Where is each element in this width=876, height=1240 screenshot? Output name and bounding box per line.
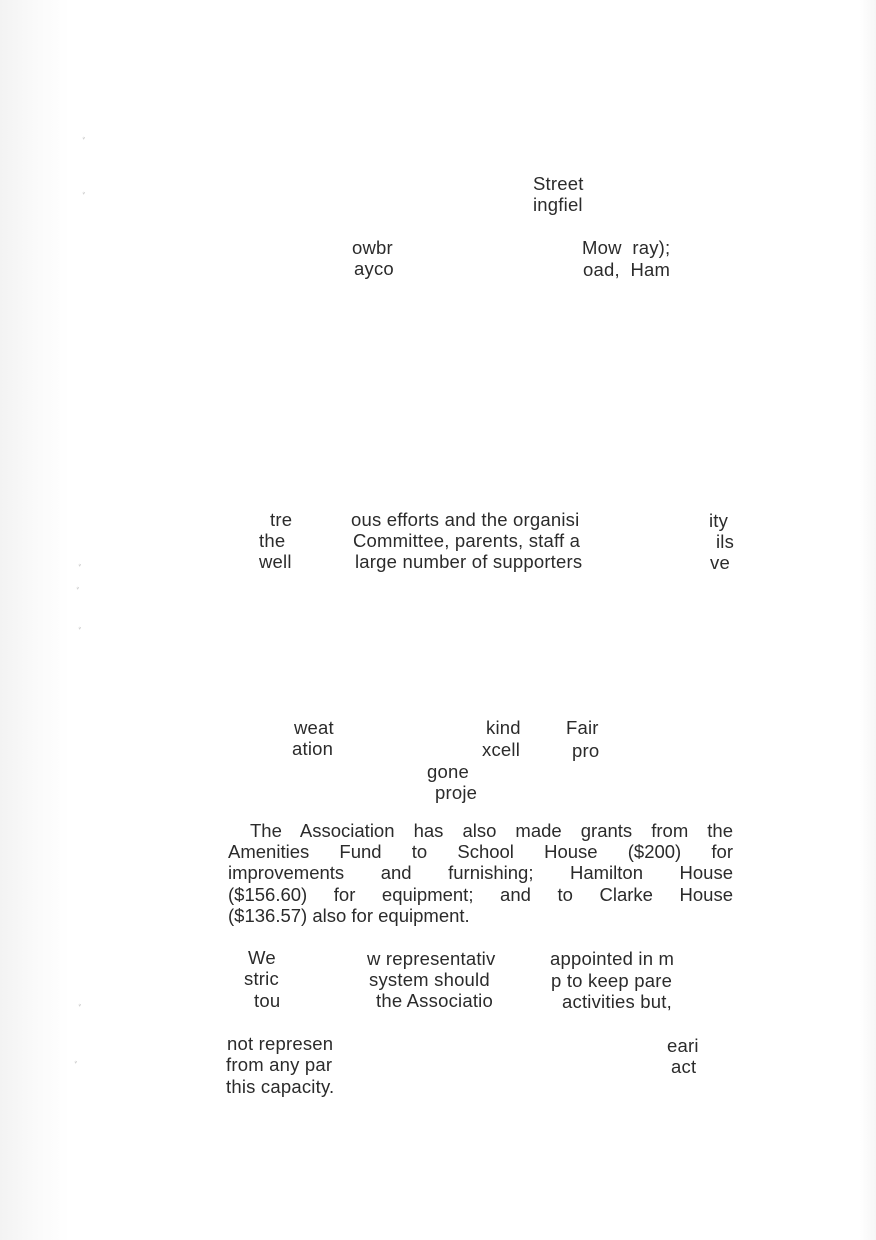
- weather-col2-line2: xcell: [482, 739, 521, 760]
- address-left-2: ayco: [354, 258, 394, 279]
- margin-speck: ﾞ: [82, 137, 88, 149]
- closing-left-line2: from any par: [226, 1054, 333, 1075]
- margin-speck: ﾞ: [76, 587, 82, 599]
- grants-paragraph: [228, 820, 733, 926]
- grants-line-1: The Association has also made grants from the: [250, 820, 733, 841]
- weather-col3-line1: Fair: [566, 717, 599, 738]
- margin-speck: ﾞ: [74, 1061, 80, 1073]
- rep-col1-line2: stric: [244, 968, 279, 989]
- weather-col1-line1: weat: [294, 717, 334, 738]
- margin-speck: ﾞ: [78, 564, 84, 576]
- rep-col2-line3: the Associatio: [376, 990, 493, 1011]
- margin-speck: ﾞ: [82, 192, 88, 204]
- weather-col1-line2: ation: [292, 738, 334, 759]
- closing-left-line1: not represen: [227, 1033, 334, 1054]
- rep-col2-line1: w representativ: [367, 948, 496, 969]
- weather-col4-line1: gone: [427, 761, 469, 782]
- rep-col1-line1: We: [248, 947, 276, 968]
- grants-line-3: improvements and furnishing; Hamilton House: [228, 862, 733, 884]
- address-right-2: oad, Ham: [583, 259, 671, 280]
- fair-col3-line2: ils: [716, 531, 735, 552]
- weather-col4-line2: proje: [435, 782, 478, 803]
- closing-right-line1: eari: [667, 1035, 699, 1056]
- rep-col3-line2: p to keep pare: [551, 970, 673, 991]
- rep-col3-line1: appointed in m: [550, 948, 675, 969]
- fair-col2-line2: Committee, parents, staff a: [353, 530, 581, 551]
- weather-col2-line1: kind: [486, 717, 521, 738]
- fair-col1-line2: the: [259, 530, 286, 551]
- margin-speck: ﾞ: [78, 1004, 84, 1016]
- rep-col3-line3: activities but,: [562, 991, 672, 1012]
- weather-col3-line2: pro: [572, 740, 600, 761]
- address-left-1: owbr: [352, 237, 393, 258]
- fair-col1-line3: well: [259, 551, 292, 572]
- closing-right-line2: act: [671, 1056, 697, 1077]
- fair-col2-line3: large number of supporters: [355, 551, 583, 572]
- grants-line-2: Amenities Fund to School House ($200) for: [228, 841, 733, 863]
- rep-col1-line3: tou: [254, 990, 281, 1011]
- rep-col2-line2: system should: [369, 969, 490, 990]
- fair-col1-line1: tre: [270, 509, 293, 530]
- address-right-1: Mow ray);: [582, 237, 671, 258]
- address-line-1: Street: [533, 173, 584, 194]
- grants-line-5: ($136.57) also for equipment.: [228, 904, 470, 926]
- fair-col3-line3: ve: [710, 552, 730, 573]
- fair-col2-line1: ous efforts and the organisi: [351, 509, 580, 530]
- address-line-2: ingfiel: [533, 194, 583, 215]
- grants-line-4: ($156.60) for equipment; and to Clarke House: [228, 883, 733, 905]
- closing-left-line3: this capacity.: [226, 1076, 335, 1097]
- fair-col3-line1: ity: [709, 510, 729, 531]
- margin-speck: ﾞ: [78, 627, 84, 639]
